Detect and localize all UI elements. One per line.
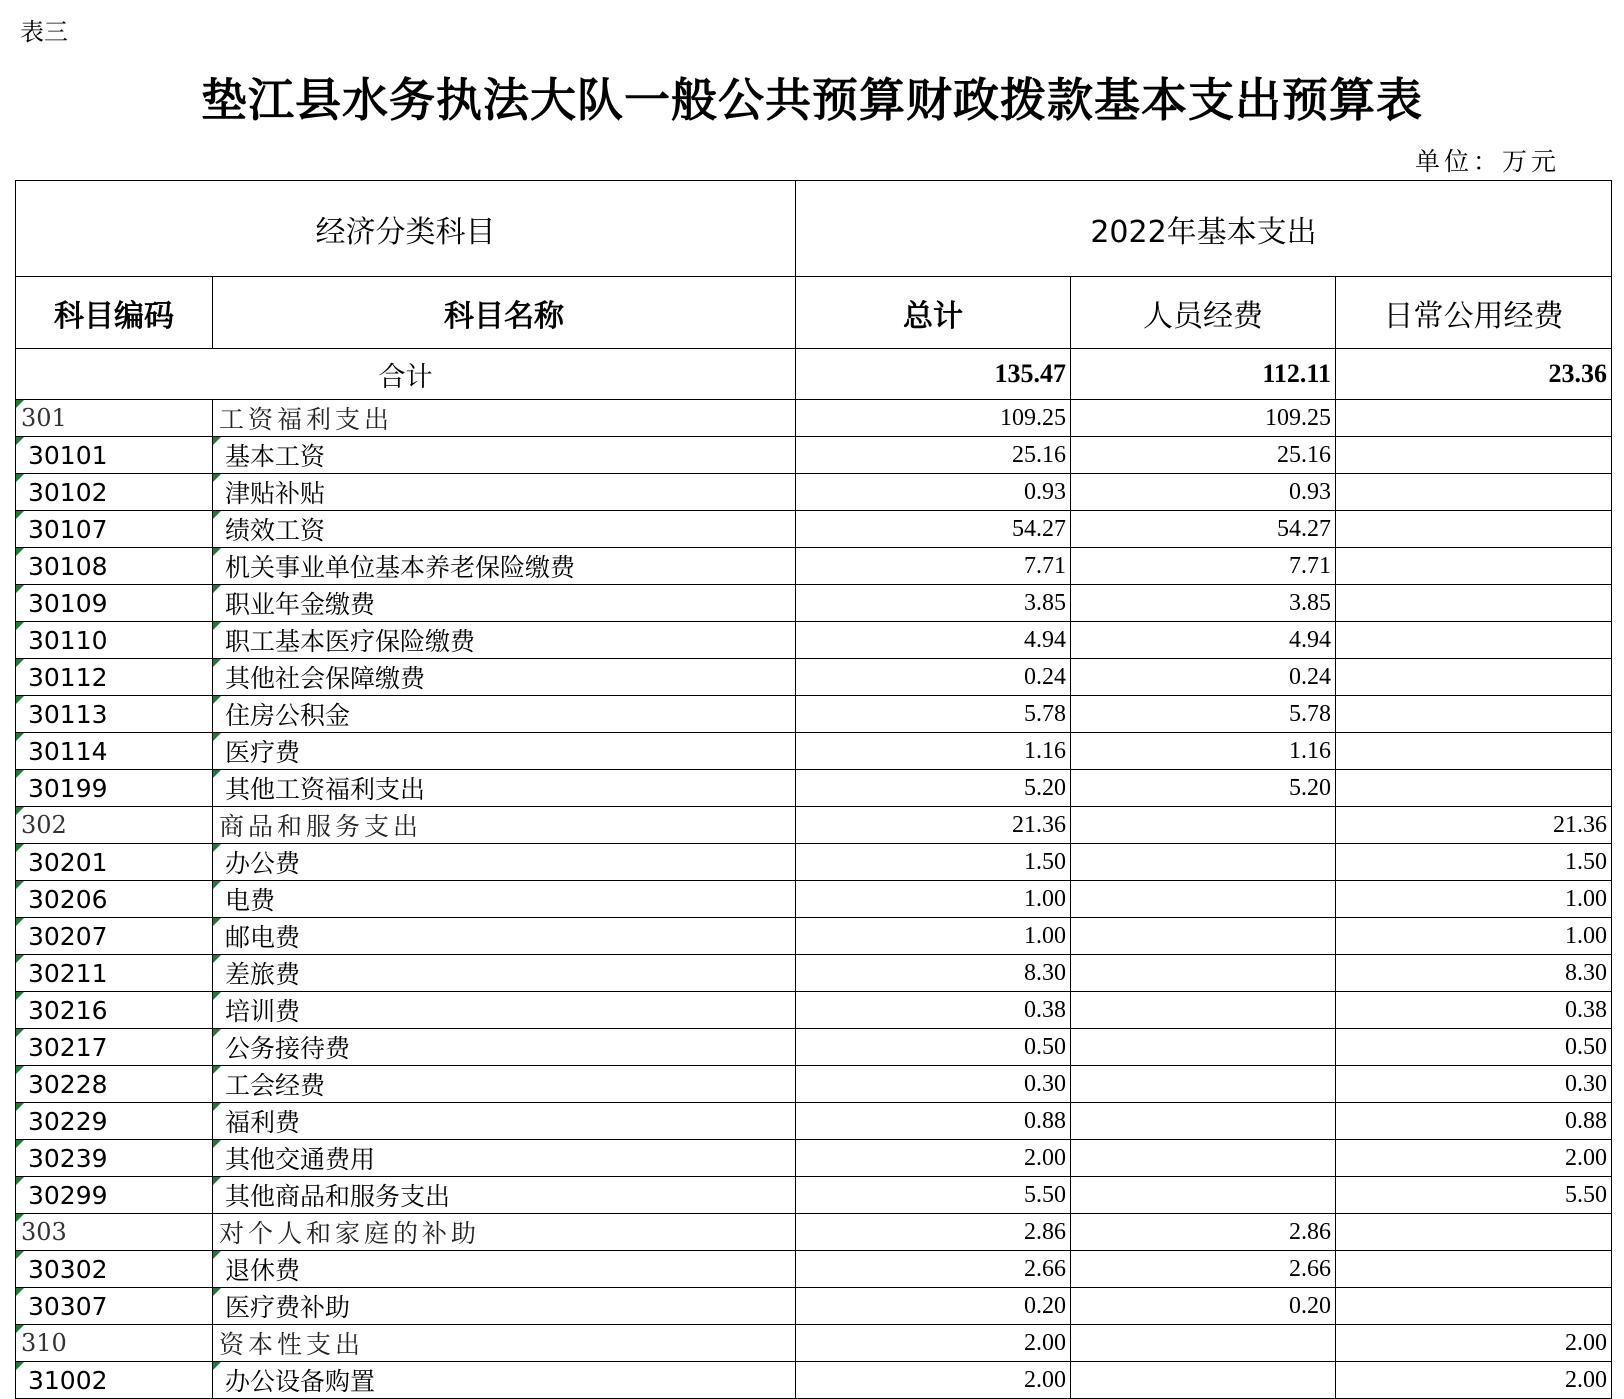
row-public: 0.50: [1336, 1029, 1612, 1066]
row-name: 办公设备购置: [213, 1362, 796, 1399]
row-personnel: 54.27: [1071, 511, 1336, 548]
table-row: [16, 622, 1612, 659]
category-row: [16, 1214, 1612, 1251]
row-personnel: 2.86: [1071, 1214, 1336, 1251]
row-code: 30108: [16, 548, 213, 585]
row-total: 1.00: [796, 918, 1071, 955]
row-total: 109.25: [796, 400, 1071, 437]
row-code: 303: [16, 1214, 213, 1251]
row-personnel: 5.78: [1071, 696, 1336, 733]
table-row: [16, 1288, 1612, 1325]
table-row: [16, 1362, 1612, 1399]
row-personnel: 109.25: [1071, 400, 1336, 437]
row-total: 0.24: [796, 659, 1071, 696]
row-personnel: 1.16: [1071, 733, 1336, 770]
table-row: [16, 511, 1612, 548]
table-row: [16, 1251, 1612, 1288]
category-row: [16, 1325, 1612, 1362]
row-total: 7.71: [796, 548, 1071, 585]
row-personnel: [1071, 844, 1336, 881]
row-total: 1.50: [796, 844, 1071, 881]
row-personnel: [1071, 1177, 1336, 1214]
table-row: [16, 696, 1612, 733]
total-public: 23.36: [1336, 349, 1612, 400]
row-code: 30114: [16, 733, 213, 770]
row-code: 30216: [16, 992, 213, 1029]
row-code: 30211: [16, 955, 213, 992]
row-total: 2.00: [796, 1325, 1071, 1362]
row-public: [1336, 400, 1612, 437]
header-total: 总计: [796, 277, 1071, 349]
row-personnel: 5.20: [1071, 770, 1336, 807]
row-name: 工资福利支出: [213, 400, 796, 437]
header-economic-category: 经济分类科目: [16, 181, 796, 277]
row-total: 2.00: [796, 1140, 1071, 1177]
row-code: 30299: [16, 1177, 213, 1214]
row-code: 30112: [16, 659, 213, 696]
header-personnel: 人员经费: [1071, 277, 1336, 349]
row-personnel: [1071, 1029, 1336, 1066]
row-public: [1336, 437, 1612, 474]
table-row: [16, 437, 1612, 474]
row-name: 机关事业单位基本养老保险缴费: [213, 548, 796, 585]
row-total: 54.27: [796, 511, 1071, 548]
row-code: 30217: [16, 1029, 213, 1066]
row-total: 8.30: [796, 955, 1071, 992]
row-code: 30201: [16, 844, 213, 881]
row-total: 3.85: [796, 585, 1071, 622]
row-public: [1336, 696, 1612, 733]
row-total: 21.36: [796, 807, 1071, 844]
category-row: [16, 400, 1612, 437]
row-code: 30228: [16, 1066, 213, 1103]
row-name: 绩效工资: [213, 511, 796, 548]
row-code: 30101: [16, 437, 213, 474]
table-row: [16, 918, 1612, 955]
row-name: 住房公积金: [213, 696, 796, 733]
row-code: 301: [16, 400, 213, 437]
row-public: [1336, 622, 1612, 659]
row-code: 30302: [16, 1251, 213, 1288]
row-total: 1.00: [796, 881, 1071, 918]
row-name: 医疗费: [213, 733, 796, 770]
row-total: 0.38: [796, 992, 1071, 1029]
row-code: 310: [16, 1325, 213, 1362]
table-row: [16, 659, 1612, 696]
row-total: 0.88: [796, 1103, 1071, 1140]
table-label: 表三: [20, 18, 68, 46]
row-total: 5.50: [796, 1177, 1071, 1214]
row-name: 邮电费: [213, 918, 796, 955]
row-public: [1336, 770, 1612, 807]
row-name: 津贴补贴: [213, 474, 796, 511]
row-total: 0.50: [796, 1029, 1071, 1066]
total-label: 合计: [16, 349, 796, 400]
row-public: 2.00: [1336, 1140, 1612, 1177]
row-public: [1336, 659, 1612, 696]
row-public: 0.30: [1336, 1066, 1612, 1103]
row-code: 30113: [16, 696, 213, 733]
table-row: [16, 585, 1612, 622]
row-name: 办公费: [213, 844, 796, 881]
row-total: 4.94: [796, 622, 1071, 659]
row-total: 0.93: [796, 474, 1071, 511]
row-personnel: 0.24: [1071, 659, 1336, 696]
row-name: 医疗费补助: [213, 1288, 796, 1325]
row-name: 电费: [213, 881, 796, 918]
row-total: 5.78: [796, 696, 1071, 733]
table-row: [16, 770, 1612, 807]
row-name: 差旅费: [213, 955, 796, 992]
table-row: [16, 1103, 1612, 1140]
row-name: 退休费: [213, 1251, 796, 1288]
row-total: 5.20: [796, 770, 1071, 807]
row-name: 对个人和家庭的补助: [213, 1214, 796, 1251]
row-code: 30199: [16, 770, 213, 807]
table-body: [16, 349, 1612, 1399]
header-public: 日常公用经费: [1336, 277, 1612, 349]
row-personnel: [1071, 918, 1336, 955]
row-total: 0.20: [796, 1288, 1071, 1325]
row-public: 8.30: [1336, 955, 1612, 992]
row-public: [1336, 548, 1612, 585]
row-personnel: [1071, 881, 1336, 918]
row-name: 其他社会保障缴费: [213, 659, 796, 696]
row-public: [1336, 585, 1612, 622]
page-title: 垫江县水务执法大队一般公共预算财政拨款基本支出预算表: [201, 73, 1423, 127]
row-total: 2.00: [796, 1362, 1071, 1399]
row-total: 1.16: [796, 733, 1071, 770]
header-code: 科目编码: [16, 277, 213, 349]
row-personnel: 0.20: [1071, 1288, 1336, 1325]
table-row: [16, 992, 1612, 1029]
row-code: 30206: [16, 881, 213, 918]
row-name: 其他工资福利支出: [213, 770, 796, 807]
row-name: 职工基本医疗保险缴费: [213, 622, 796, 659]
row-code: 30102: [16, 474, 213, 511]
table-row: [16, 1029, 1612, 1066]
row-name: 工会经费: [213, 1066, 796, 1103]
row-personnel: [1071, 1103, 1336, 1140]
row-public: 1.00: [1336, 881, 1612, 918]
row-personnel: 4.94: [1071, 622, 1336, 659]
table-row: [16, 955, 1612, 992]
table-row: [16, 844, 1612, 881]
row-public: [1336, 1214, 1612, 1251]
row-public: [1336, 511, 1612, 548]
row-code: 30207: [16, 918, 213, 955]
row-code: 302: [16, 807, 213, 844]
row-total: 2.66: [796, 1251, 1071, 1288]
table-row: [16, 474, 1612, 511]
table-row: [16, 733, 1612, 770]
table-row: [16, 1177, 1612, 1214]
row-total: 25.16: [796, 437, 1071, 474]
row-code: 30107: [16, 511, 213, 548]
row-personnel: 7.71: [1071, 548, 1336, 585]
row-personnel: 0.93: [1071, 474, 1336, 511]
total-personnel: 112.11: [1071, 349, 1336, 400]
row-personnel: [1071, 1325, 1336, 1362]
row-name: 资本性支出: [213, 1325, 796, 1362]
row-public: 2.00: [1336, 1325, 1612, 1362]
row-public: 0.38: [1336, 992, 1612, 1029]
row-personnel: 2.66: [1071, 1251, 1336, 1288]
row-personnel: [1071, 955, 1336, 992]
row-personnel: 25.16: [1071, 437, 1336, 474]
row-code: 30229: [16, 1103, 213, 1140]
total-row: [16, 349, 1612, 400]
table-row: [16, 1066, 1612, 1103]
row-public: [1336, 733, 1612, 770]
row-personnel: [1071, 807, 1336, 844]
row-personnel: 3.85: [1071, 585, 1336, 622]
row-public: [1336, 474, 1612, 511]
row-name: 培训费: [213, 992, 796, 1029]
row-public: 2.00: [1336, 1362, 1612, 1399]
row-name: 其他交通费用: [213, 1140, 796, 1177]
row-personnel: [1071, 1066, 1336, 1103]
row-name: 其他商品和服务支出: [213, 1177, 796, 1214]
row-public: 1.50: [1336, 844, 1612, 881]
row-public: [1336, 1288, 1612, 1325]
table-row: [16, 548, 1612, 585]
row-personnel: [1071, 1362, 1336, 1399]
row-code: 30110: [16, 622, 213, 659]
row-total: 2.86: [796, 1214, 1071, 1251]
row-name: 公务接待费: [213, 1029, 796, 1066]
row-public: 21.36: [1336, 807, 1612, 844]
row-personnel: [1071, 992, 1336, 1029]
header-year-expenditure: 2022年基本支出: [796, 181, 1612, 277]
row-name: 职业年金缴费: [213, 585, 796, 622]
row-name: 福利费: [213, 1103, 796, 1140]
header-name: 科目名称: [213, 277, 796, 349]
total-amount: 135.47: [796, 349, 1071, 400]
row-name: 基本工资: [213, 437, 796, 474]
row-personnel: [1071, 1140, 1336, 1177]
row-public: 0.88: [1336, 1103, 1612, 1140]
row-code: 31002: [16, 1362, 213, 1399]
row-code: 30109: [16, 585, 213, 622]
budget-table: [15, 180, 1612, 1399]
category-row: [16, 807, 1612, 844]
table-row: [16, 1140, 1612, 1177]
row-total: 0.30: [796, 1066, 1071, 1103]
table-row: [16, 881, 1612, 918]
row-code: 30307: [16, 1288, 213, 1325]
row-name: 商品和服务支出: [213, 807, 796, 844]
unit-note: 单位：万元: [1414, 147, 1560, 176]
row-public: [1336, 1251, 1612, 1288]
row-public: 1.00: [1336, 918, 1612, 955]
row-public: 5.50: [1336, 1177, 1612, 1214]
row-code: 30239: [16, 1140, 213, 1177]
